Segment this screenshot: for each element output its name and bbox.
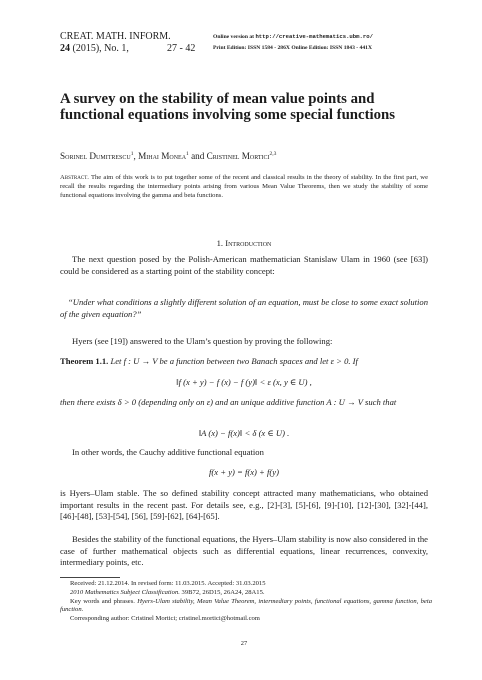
theorem-statement: Let f : U → V be a function between two Banach spaces and let ε > 0. If [110, 356, 358, 366]
affiliation-mark: 1 [130, 151, 134, 157]
volume-year-issue: (2015), No. 1, [72, 43, 129, 54]
author-name: Cristinel Mortici [206, 151, 270, 162]
journal-name: CREAT. MATH. INFORM. [60, 31, 171, 42]
online-url[interactable]: http://creative-mathematics.ubm.ro/ [255, 33, 373, 40]
volume-number: 24 [60, 43, 70, 54]
footnote-msc [60, 589, 432, 597]
section-number: 1. [216, 238, 224, 248]
online-prefix: Online version at [213, 34, 255, 40]
abstract-text: The aim of this work is to put together some of the recent and classical results in the theory of stability. In the first part, we recall the results regarding the intermediary points arising from various Mean Value Theorems, then we study the stability of some functional equations involving the gamma and beta functions. [60, 174, 428, 199]
keywords-text: Hyers-Ulam stability, Mean Value Theorem, intermediary points, functional equations, gamma function, beta function. [60, 598, 432, 614]
footnote-received: Received: 21.12.2014. In revised form: 11.03.2015. Accepted: 31.03.2015 [70, 580, 266, 587]
section-title: Introduction [225, 238, 272, 248]
footnote-rule [60, 577, 120, 578]
msc-label: 2010 Mathematics Subject Classification. [70, 589, 180, 596]
volume-info [60, 43, 129, 55]
paragraph-hyers: Hyers (see [19]) answered to the Ulam’s question by proving the following: [72, 336, 333, 346]
author-separator: , [133, 151, 139, 162]
keywords-label: Key words and phrases. [70, 598, 135, 605]
online-version [213, 32, 473, 42]
paragraph-stability: is Hyers–Ulam stable. The so defined stability concept attracted many mathematicians, who obtained important results in the recent past. For details see, e.g., [2]-[3], [5]-[6], [9]-[10], [12]-[30], [32]-[44], [46]-[48], [53]-[54], [56], [59]-[62], [64]-[65]. [60, 488, 428, 522]
affiliation-mark: 1 [186, 151, 189, 157]
footnote-corresponding: Corresponding author: Cristinel Mortici; cristinel.mortici@hotmail.com [70, 615, 260, 622]
author-name: Mihai Monea [138, 151, 187, 162]
author-separator: and [188, 151, 207, 162]
abstract-label: Abstract. [60, 174, 89, 181]
paragraph-besides: Besides the stability of the functional equations, the Hyers–Ulam stability is now also considered in the case of further mathematical objects such as differential equations, linear recurrences, convexity, intermediary points, etc. [60, 534, 428, 568]
page-number: 27 [240, 640, 248, 647]
abstract [60, 173, 428, 200]
paper-title: A survey on the stability of mean value points and functional equations involving some special functions [60, 91, 396, 123]
theorem [60, 356, 428, 368]
theorem-conclusion: then there exists δ > 0 (depending only on ε) and an unique additive function A : U → V such that [60, 397, 397, 407]
equation-1: ‖f (x + y) − f (x) − f (y)‖ < ε (x, y ∈ U) , [176, 377, 312, 387]
paragraph-intro: The next question posed by the Polish-American mathematician Stanislaw Ulam in 1960 (see [63]) could be considered as a starting point of the stability concept: [60, 254, 428, 276]
equation-2: ‖A (x) − f(x)‖ < δ (x ∈ U) . [198, 428, 290, 438]
section-heading [60, 238, 428, 248]
page-range: 27 - 42 [167, 43, 196, 54]
author-list [60, 151, 276, 161]
paragraph-cauchy: In other words, the Cauchy additive functional equation [72, 447, 264, 457]
print-edition: Print Edition: ISSN 1584 - 286X Online Edition: ISSN 1843 - 441X [213, 45, 372, 51]
footnote-keywords [60, 598, 432, 614]
affiliation-mark: 2,3 [269, 151, 277, 157]
msc-codes: 39B72, 26D15, 26A24, 28A15. [181, 589, 265, 596]
ulam-quote: “Under what conditions a slightly different solution of an equation, must be close to some exact solution of the given equation?” [60, 297, 428, 319]
equation-3: f(x + y) = f(x) + f(y) [209, 467, 279, 477]
theorem-label: Theorem 1.1. [60, 356, 109, 366]
author-name: Sorinel Dumitrescu [60, 151, 131, 162]
